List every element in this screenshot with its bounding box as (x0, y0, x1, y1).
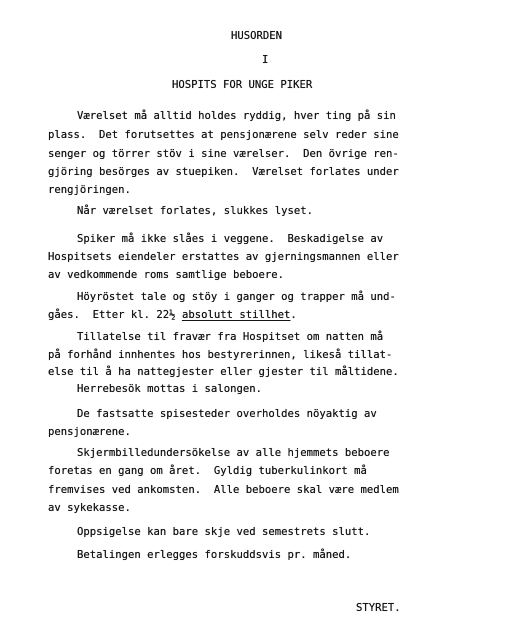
para5-line3: else til å ha nattegjester eller gjester til måltidene. (48, 366, 399, 378)
signature: STYRET. (356, 602, 401, 614)
para2-line1: Når værelset forlates, slukkes lyset. (77, 205, 313, 217)
para4-line2-start: gåes. Etter kl. 22½ (48, 309, 182, 321)
para5-line4: Herrebesök mottas i salongen. (77, 383, 262, 395)
para1-line1: Værelset må alltid holdes ryddig, hver ting på sin (77, 110, 396, 122)
para4-underlined-phrase: absolutt stillhet (181, 309, 291, 321)
para1-line4: gjöring besörges av stuepiken. Værelset forlates under (48, 166, 399, 178)
document-subtitle: HOSPITS FOR UNGE PIKER (172, 79, 313, 91)
para4-line2-end: . (290, 309, 297, 321)
para6-line1: De fastsatte spisesteder overholdes nöyaktig av (77, 408, 377, 420)
para1-line5: rengjöringen. (48, 184, 131, 196)
para8-line1: Oppsigelse kan bare skje ved semestrets slutt. (77, 526, 371, 538)
para3-line1: Spiker må ikke slåes i veggene. Beskadigelse av (77, 233, 384, 245)
para7-line1: Skjermbilledundersökelse av alle hjemmets beboere (77, 447, 390, 459)
para7-line2: foretas en gang om året. Gyldig tuberkulinkort må (48, 465, 367, 477)
para5-line1: Tillatelse til fravær fra Hospitset om natten må (77, 331, 384, 343)
para7-line4: av sykekasse. (48, 502, 131, 514)
para4-line2 (48, 309, 297, 322)
para5-line2: på forhånd innhentes hos bestyrerinnen, likeså tillat- (48, 349, 393, 361)
para9-line1: Betalingen erlegges forskuddsvis pr. måned. (77, 549, 352, 561)
para3-line3: av vedkommende roms samtlige beboere. (48, 269, 284, 281)
para4-line1: Höyröstet tale og stöy i ganger og trapper må und- (77, 291, 396, 303)
para1-line2: plass. Det forutsettes at pensjonærene selv reder sine (48, 129, 399, 141)
section-numeral: I (262, 54, 269, 66)
para6-line2: pensjonærene. (48, 426, 131, 438)
para7-line3: fremvises ved ankomsten. Alle beboere skal være medlem (48, 484, 399, 496)
para3-line2: Hospitsets eiendeler erstattes av gjerningsmannen eller (48, 251, 399, 263)
para1-line3: senger og törrer stöv i sine værelser. Den övrige ren- (48, 148, 399, 160)
document-heading: HUSORDEN (231, 30, 283, 42)
